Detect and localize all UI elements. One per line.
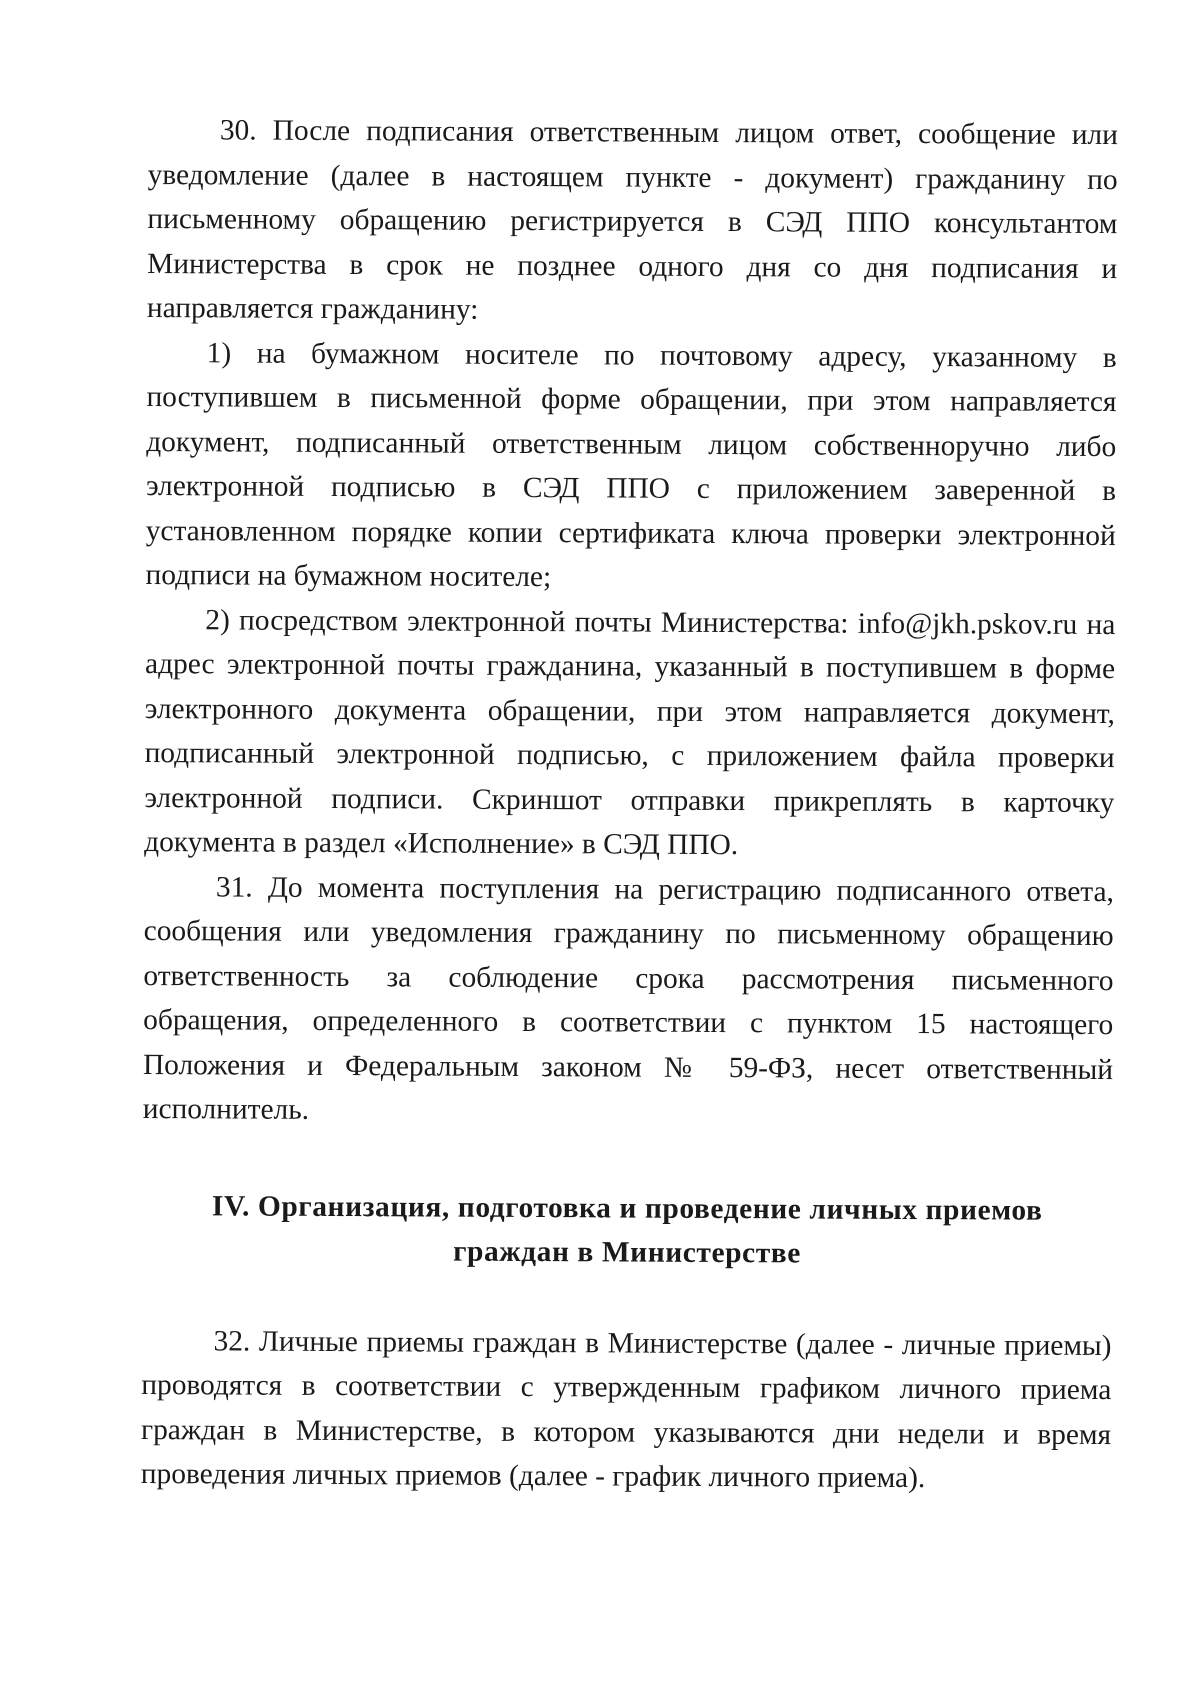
section-heading-line-1: IV. Организация, подготовка и проведение личных приемов xyxy=(211,1189,1043,1227)
section-heading xyxy=(142,1183,1112,1277)
paragraph-31: 31. До момента поступления на регистрацию подписанного ответа, сообщения или уведомления гражданину по письменному обращению ответственность за соблюдение срока рассмотрения письменного обращения, определенного в соответствии с пунктом 15 настоящего Положения и Федеральным законом № 59-ФЗ, несет ответственный исполнитель. xyxy=(142,870,1114,1126)
paragraph-30-item-1: 1) на бумажном носителе по почтовому адресу, указанному в поступившем в письменной форме обращении, при этом направляется документ, подписанный ответственным лицом собственноручно либо электронной подписью в СЭД ППО с приложением заверенной в установленном порядке копии сертификата ключа проверки электронной подписи на бумажном носителе; xyxy=(145,336,1117,594)
paragraph-32: 32. Личные приемы граждан в Министерстве (далее - личные приемы) проводятся в соответствии с утвержденным графиком личного приема граждан в Министерстве, в котором указываются дни недели и время проведения личных приемов (далее - график личного приема). xyxy=(140,1324,1112,1495)
paragraph-30: 30. После подписания ответственным лицом ответ, сообщение или уведомление (далее в настоящем пункте - документ) гражданину по письменному обращению регистрируется в СЭД ППО консультантом Министерства в срок не позднее одного дня со дня подписания и направляется гражданину: xyxy=(146,114,1118,326)
document-body xyxy=(141,108,1118,1502)
section-heading-line-2: граждан в Министерстве xyxy=(453,1235,801,1270)
paragraph-30-item-2: 2) посредством электронной почты Министерства: info@jkh.pskov.ru на адрес электронной почты гражданина, указанный в поступившем в форме электронного документа обращении, при этом направляется документ, подписанный электронной подписью, с приложением файла проверки электронной подписи. Скриншот отправки прикреплять в карточку документа в раздел «Исполнение» в СЭД ППО. xyxy=(144,603,1116,862)
